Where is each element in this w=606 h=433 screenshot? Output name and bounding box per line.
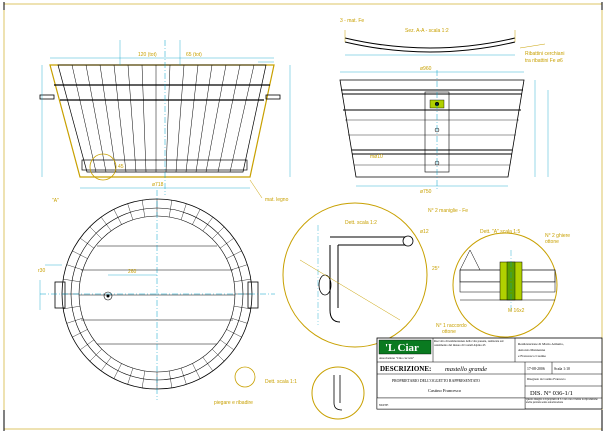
hinge-detail bbox=[312, 367, 364, 419]
dim-label: 45 bbox=[118, 164, 124, 170]
date-label: 17-08-2006 bbox=[527, 367, 545, 371]
drawing-number: DIS. N° 036-1/1 bbox=[530, 390, 573, 397]
assoc-label: Associazione "Cino cuc tela" bbox=[379, 356, 415, 360]
stave-line bbox=[226, 329, 241, 337]
stave-line bbox=[169, 371, 172, 388]
dim-label: ø12 bbox=[420, 229, 429, 235]
stave-line bbox=[142, 371, 145, 388]
plan-view bbox=[40, 190, 275, 400]
stave-line bbox=[234, 279, 251, 282]
note-label: ottone bbox=[442, 329, 456, 335]
stave-line bbox=[63, 306, 80, 309]
desc-value: mastello grande bbox=[445, 366, 488, 373]
note-label: tra ribattini Fe ø6 bbox=[525, 58, 563, 64]
dim-label: 25° bbox=[432, 266, 440, 272]
stave-line bbox=[212, 349, 224, 361]
authors-line: Realizzazione di Mario Armetto, bbox=[518, 342, 564, 346]
stave-line bbox=[226, 251, 241, 259]
stave-line bbox=[192, 209, 200, 224]
detail-title: Dett. scala 1:2 bbox=[345, 220, 377, 226]
owner-value: Castino Francesco bbox=[428, 388, 462, 393]
detail-a-view bbox=[453, 233, 557, 337]
desc-small: Raccolta di testimonianze della vita passata, realizzate sul censimento del museo di Castell Alpina 43 bbox=[434, 339, 504, 347]
drawn-by-label: Disegnato da Castino Francesco bbox=[527, 377, 566, 381]
dim-label: M 16x2 bbox=[508, 308, 525, 314]
stave-line bbox=[63, 279, 80, 282]
bend-note: piegare e ribadire bbox=[214, 400, 253, 406]
dim-label: ø718 bbox=[152, 182, 164, 188]
stave-line bbox=[80, 238, 94, 248]
scale-label: Scala 1:10 bbox=[554, 367, 570, 371]
note-label: N° 2 ghiere bbox=[545, 233, 571, 239]
note-field-label: NOTE bbox=[379, 403, 389, 407]
dim-label: mø10 bbox=[370, 154, 383, 160]
dim-label: ø960 bbox=[420, 66, 432, 72]
material-label: 3 - mat. Fe bbox=[340, 18, 365, 24]
stave-line bbox=[101, 217, 111, 231]
detail-title: Dett. scala 1:1 bbox=[265, 379, 297, 385]
stave-line bbox=[212, 227, 224, 239]
note-label: N° 2 maniglie - Fe bbox=[428, 208, 469, 214]
owner-label: PROPRIETARIO DELL'OGGETTO RAPPRESENTATO bbox=[392, 379, 480, 383]
stave-line bbox=[203, 217, 213, 231]
logo: 'L Ciar bbox=[385, 342, 419, 354]
note-label: N° 1 raccordo bbox=[436, 323, 467, 329]
stave-line bbox=[192, 363, 200, 378]
note-label: ottone bbox=[545, 239, 559, 245]
stave-line bbox=[101, 357, 111, 371]
front-section-view bbox=[40, 40, 290, 198]
stave-line bbox=[169, 200, 172, 217]
authors-line: e Francesco Castino bbox=[518, 354, 547, 358]
dim-label: 65 (tot) bbox=[186, 52, 202, 58]
side-elevation-view bbox=[340, 70, 548, 190]
stave-line bbox=[114, 209, 122, 224]
dim-label: 120 (tot) bbox=[138, 52, 157, 58]
stave-line bbox=[220, 340, 234, 350]
dim-label: r30 bbox=[38, 268, 46, 274]
stave-line bbox=[90, 227, 102, 239]
stave-line bbox=[203, 357, 213, 371]
stave-line bbox=[90, 349, 102, 361]
section-title: Sez. A-A - scala 1:2 bbox=[405, 28, 449, 34]
material-label: mat. legno bbox=[265, 197, 289, 203]
desc-label: DESCRIZIONE: bbox=[380, 365, 432, 373]
stave-line bbox=[72, 329, 87, 337]
stave-line bbox=[114, 363, 122, 378]
authors-line: Antonio Mannanna bbox=[518, 348, 546, 352]
rights-note: Questo disegno è di proprietà di 'L Ciar e ne è vietata la riproduzione anche parziale senza autorizzazione bbox=[526, 398, 598, 405]
stave-line bbox=[72, 251, 87, 259]
stave-line bbox=[80, 340, 94, 350]
note-label: Ribattini cerchiani bbox=[525, 51, 565, 57]
dim-label: ø750 bbox=[420, 189, 432, 195]
stave-line bbox=[142, 200, 145, 217]
stave-line bbox=[220, 238, 234, 248]
detail-title: Dett. "A" scala 1:5 bbox=[480, 229, 521, 235]
detail-a-label: "A" bbox=[52, 198, 59, 204]
dim-label: 260 bbox=[128, 269, 137, 275]
